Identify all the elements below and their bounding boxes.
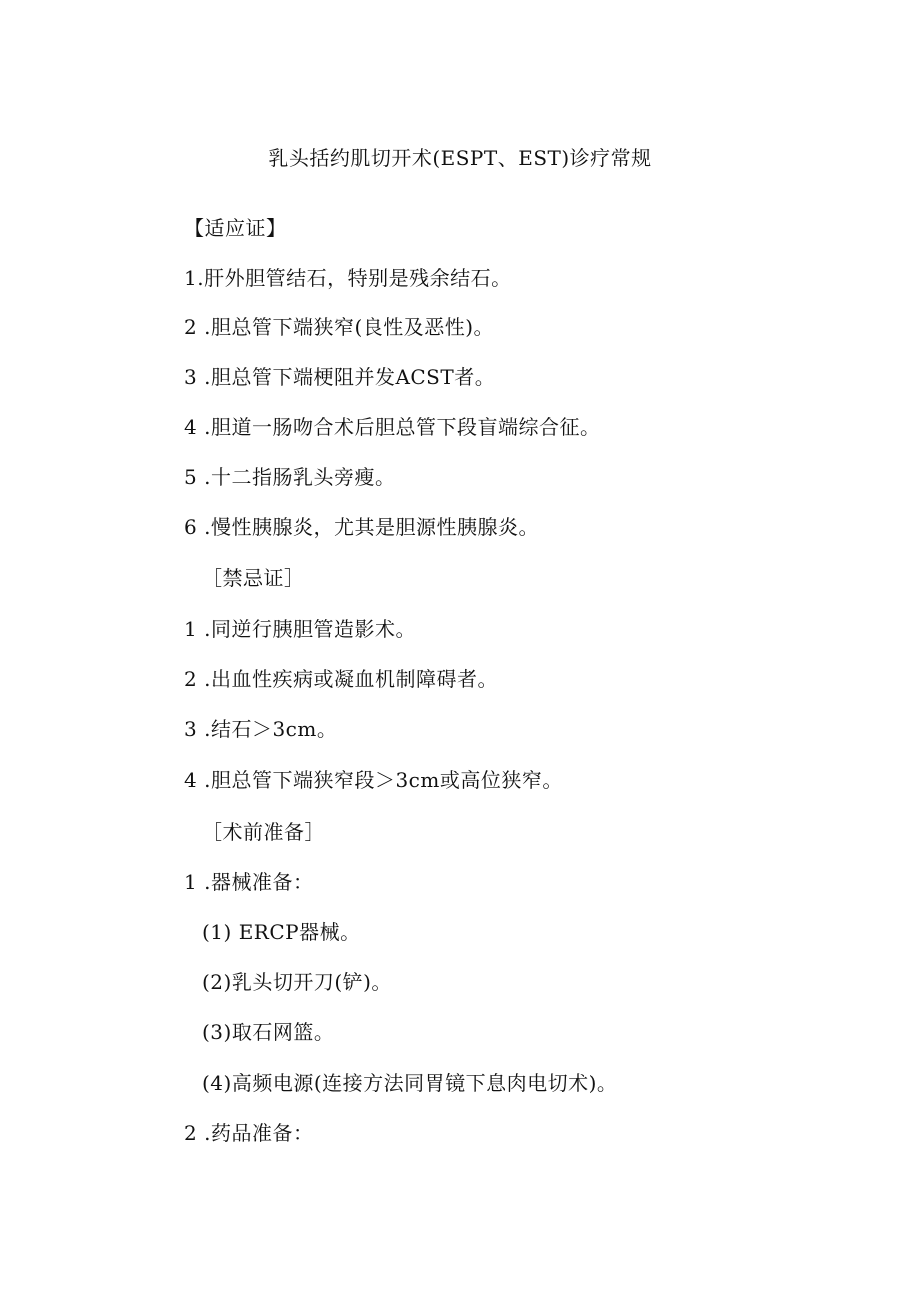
contraindication-item: 2 .出血性疾病或凝血机制障碍者。 <box>184 667 498 691</box>
contraindication-item: 4 .胆总管下端狭窄段＞3cm或高位狭窄。 <box>184 768 563 792</box>
indication-item: 6 .慢性胰腺炎，尤其是胆源性胰腺炎。 <box>184 515 539 539</box>
preparation-subitem: (1) ERCP器械。 <box>202 920 361 944</box>
indication-item: 4 .胆道一肠吻合术后胆总管下段盲端综合征。 <box>184 415 601 439</box>
preparation-subitem: (3)取石网篮。 <box>202 1020 335 1044</box>
document-title: 乳头括约肌切开术(ESPT、EST)诊疗常规 <box>268 146 652 170</box>
indication-item: 1.肝外胆管结石，特别是残余结石。 <box>184 266 512 290</box>
indication-item: 2 .胆总管下端狭窄(良性及恶性)。 <box>184 315 495 339</box>
section-heading-indications: 【适应证】 <box>184 216 287 240</box>
preparation-subitem: (2)乳头切开刀(铲)。 <box>202 970 392 994</box>
indication-item: 3 .胆总管下端梗阻并发ACST者。 <box>184 365 496 389</box>
preparation-item: 2 .药品准备： <box>184 1121 314 1145</box>
preparation-subitem: (4)高频电源(连接方法同胃镜下息肉电切术)。 <box>202 1071 618 1095</box>
section-heading-contraindications: ［禁忌证］ <box>202 566 305 590</box>
preparation-item: 1 .器械准备： <box>184 870 314 894</box>
contraindication-item: 3 .结石＞3cm。 <box>184 717 338 741</box>
contraindication-item: 1 .同逆行胰胆管造影术。 <box>184 617 416 641</box>
section-heading-preparation: ［术前准备］ <box>202 820 325 844</box>
indication-item: 5 .十二指肠乳头旁瘦。 <box>184 465 396 489</box>
